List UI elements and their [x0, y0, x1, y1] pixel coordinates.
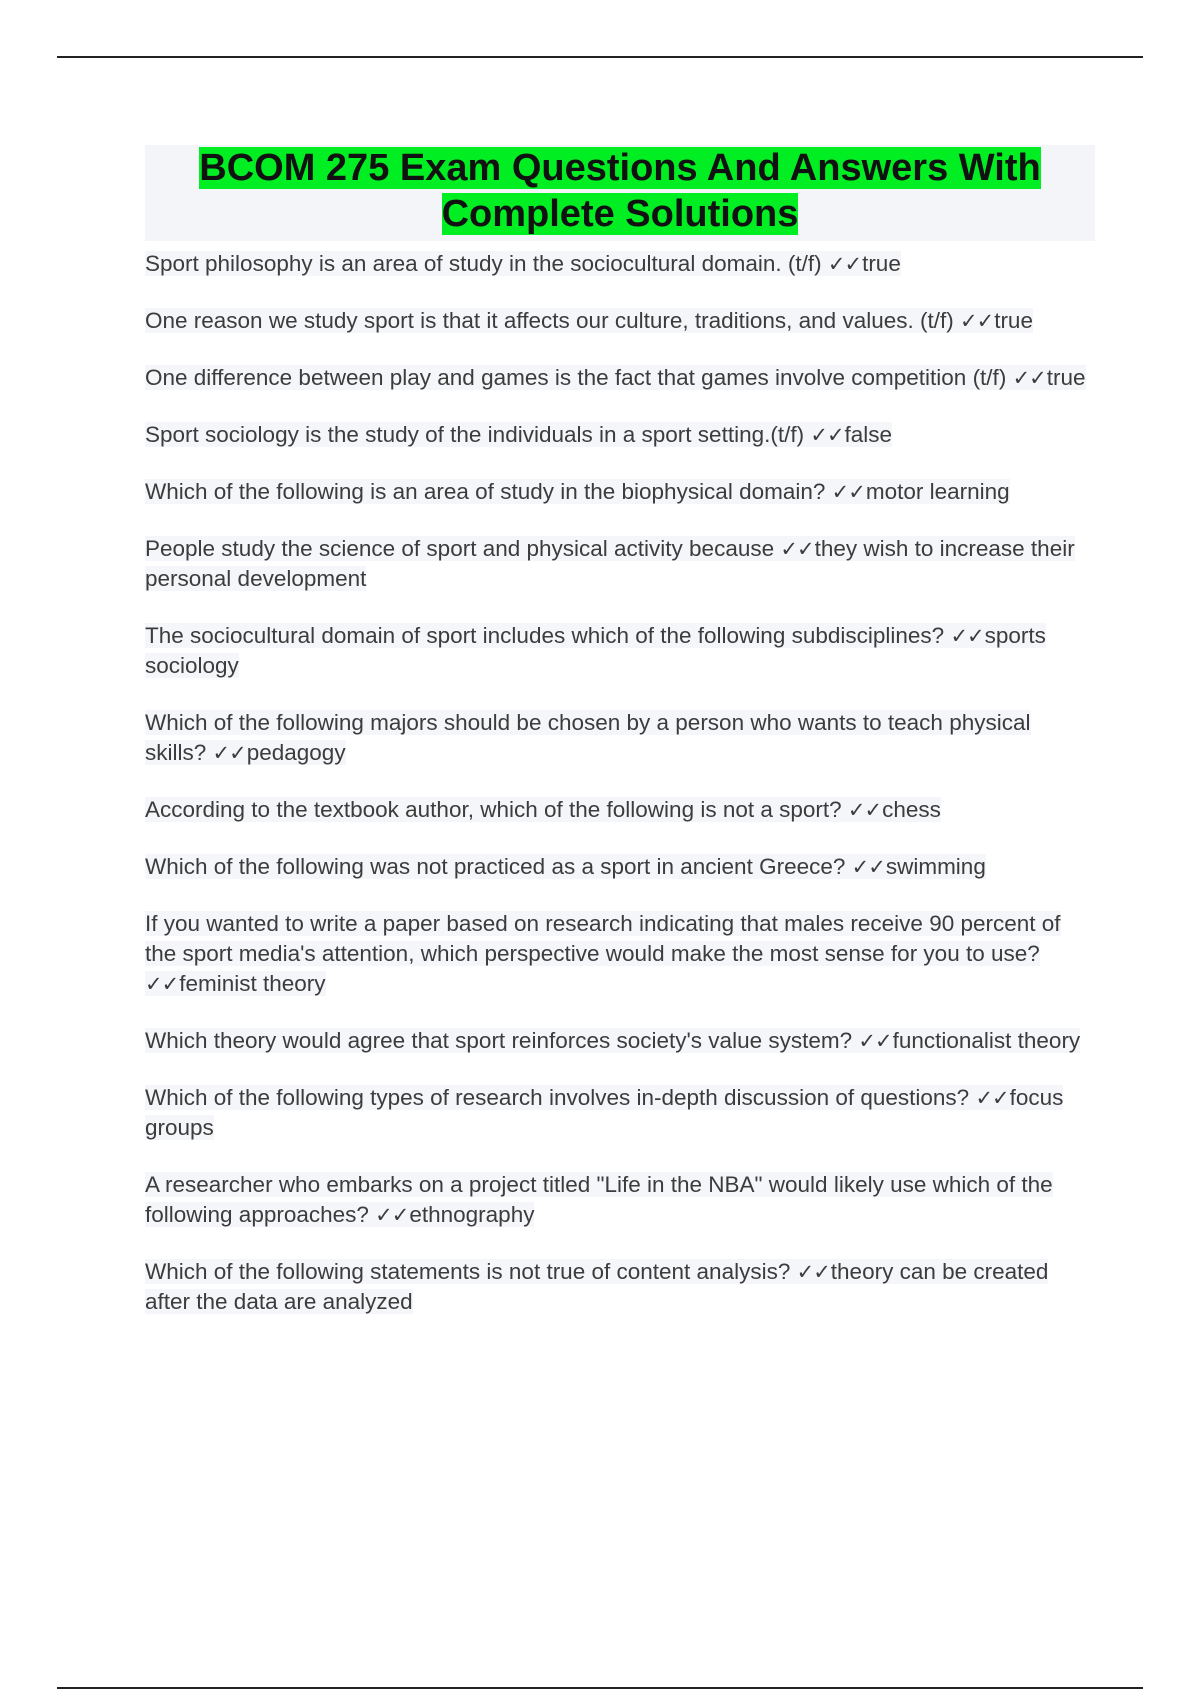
answer-text: true	[862, 251, 901, 276]
question-text: One difference between play and games is the fact that games involve competition (t/f)	[145, 365, 1013, 390]
double-check-icon: ✓✓	[950, 624, 984, 648]
qa-item	[145, 1170, 1095, 1230]
answer-text: ethnography	[409, 1202, 535, 1227]
answer-text: motor learning	[865, 479, 1010, 504]
double-check-icon: ✓✓	[145, 972, 179, 996]
question-text: The sociocultural domain of sport includes which of the following subdisciplines?	[145, 623, 951, 648]
qa-item	[145, 1026, 1095, 1056]
double-check-icon: ✓✓	[858, 1029, 892, 1053]
double-check-icon: ✓✓	[847, 798, 882, 822]
qa-item	[145, 708, 1095, 768]
title-line-2: Complete Solutions	[441, 193, 799, 235]
answer-text: sports sociology	[145, 623, 1046, 678]
answer-text: functionalist theory	[892, 1028, 1081, 1053]
qa-item	[145, 795, 1095, 825]
question-text: Which of the following is an area of study in the biophysical domain?	[145, 479, 832, 504]
double-check-icon: ✓✓	[810, 423, 844, 447]
question-text: Which of the following types of research involves in-depth discussion of questions?	[145, 1085, 976, 1110]
question-text: Which of the following majors should be chosen by a person who wants to teach physical skills?	[145, 710, 1031, 765]
double-check-icon: ✓✓	[780, 537, 814, 561]
qa-item	[145, 534, 1095, 594]
answer-text: swimming	[885, 854, 986, 879]
double-check-icon: ✓✓	[375, 1203, 409, 1227]
qa-item	[145, 306, 1095, 336]
qa-item	[145, 909, 1095, 999]
qa-item	[145, 621, 1095, 681]
double-check-icon: ✓✓	[1012, 366, 1046, 390]
answer-text: false	[844, 422, 893, 447]
document-body	[145, 145, 1095, 1344]
question-text: According to the textbook author, which of the following is not a sport?	[145, 797, 848, 822]
question-text: Which theory would agree that sport reinforces society's value system?	[145, 1028, 859, 1053]
double-check-icon: ✓✓	[975, 1086, 1009, 1110]
qa-item	[145, 1257, 1095, 1317]
qa-item	[145, 249, 1095, 279]
question-text: If you wanted to write a paper based on research indicating that males receive 90 percent of the sport media's attention, which perspective would make the most sense for you to use?	[145, 911, 1061, 966]
question-text: People study the science of sport and physical activity because	[145, 536, 781, 561]
answer-text: chess	[882, 797, 941, 822]
double-check-icon: ✓✓	[212, 741, 246, 765]
qa-item	[145, 1083, 1095, 1143]
question-text: A researcher who embarks on a project titled "Life in the NBA" would likely use which of the following approaches?	[145, 1172, 1053, 1227]
answer-text: true	[994, 308, 1033, 333]
question-text: Which of the following statements is not true of content analysis?	[145, 1259, 797, 1284]
question-text: Which of the following was not practiced as a sport in ancient Greece?	[145, 854, 852, 879]
question-text: Sport philosophy is an area of study in the sociocultural domain. (t/f)	[145, 251, 828, 276]
top-rule	[57, 56, 1143, 58]
qa-item	[145, 852, 1095, 882]
title-block	[145, 145, 1095, 241]
qa-item	[145, 477, 1095, 507]
qa-item	[145, 420, 1095, 450]
answer-text: they wish to increase their personal development	[145, 536, 1075, 591]
page-title	[145, 145, 1095, 237]
answer-text: feminist theory	[179, 971, 326, 996]
qa-item	[145, 363, 1095, 393]
double-check-icon: ✓✓	[959, 309, 994, 333]
question-text: Sport sociology is the study of the individuals in a sport setting.(t/f)	[145, 422, 811, 447]
double-check-icon: ✓✓	[827, 252, 862, 276]
qa-list	[145, 249, 1095, 1317]
question-text: One reason we study sport is that it affects our culture, traditions, and values. (t/f)	[145, 308, 960, 333]
double-check-icon: ✓✓	[851, 855, 885, 879]
answer-text: theory can be created after the data are analyzed	[145, 1259, 1049, 1314]
double-check-icon: ✓✓	[796, 1260, 830, 1284]
answer-text: pedagogy	[246, 740, 346, 765]
double-check-icon: ✓✓	[831, 480, 865, 504]
bottom-rule	[57, 1687, 1143, 1689]
title-line-1: BCOM 275 Exam Questions And Answers With	[199, 147, 1041, 189]
answer-text: focus groups	[145, 1085, 1064, 1140]
answer-text: true	[1046, 365, 1086, 390]
